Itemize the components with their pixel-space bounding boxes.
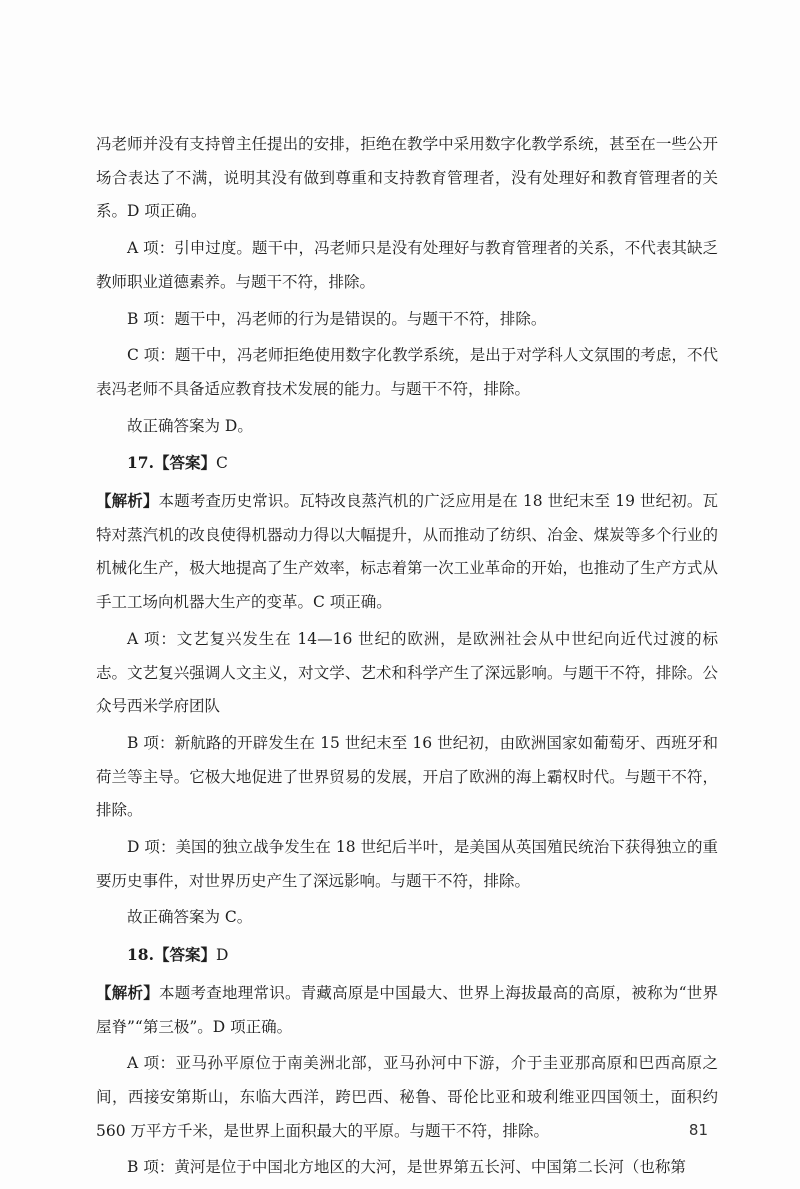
paragraph-text: D 项：美国的独立战争发生在 18 世纪后半叶，是美国从英国殖民统治下获得独立的重要历史事件，对世界历史产生了深远影响。与题干不符，排除。: [96, 838, 718, 890]
paragraph-1: [96, 128, 718, 229]
paragraph-text: 冯老师并没有支持曾主任提出的安排，拒绝在教学中采用数字化教学系统，甚至在一些公开场合表达了不满，说明其没有做到尊重和支持教育管理者，没有处理好和教育管理者的关系。D 项正确。: [96, 135, 718, 221]
answer-value: D: [215, 946, 229, 965]
question-18-analysis: [96, 976, 718, 1044]
paragraph-8: [96, 623, 718, 724]
paragraph-text: A 项：亚马孙平原位于南美洲北部，亚马孙河中下游，介于圭亚那高原和巴西高原之间，西接安第斯山，东临大西洋，跨巴西、秘鲁、哥伦比亚和玻利维亚四国领土，面积约 560 万平方千米，是世界上面积最大的平原。与题干不符，排除。: [96, 1054, 718, 1140]
paragraph-10: [96, 831, 718, 898]
paragraph-14: [96, 1047, 718, 1148]
paragraph-text: A 项：引申过度。题干中，冯老师只是没有处理好与教育管理者的关系，不代表其缺乏教师职业道德素养。与题干不符，排除。: [96, 239, 718, 291]
paragraph-text: B 项：题干中，冯老师的行为是错误的。与题干不符，排除。: [127, 309, 547, 328]
answer-value: C: [215, 454, 228, 473]
paragraph-text: B 项：黄河是位于中国北方地区的大河，是世界第五长河、中国第二长河（也称第: [127, 1158, 686, 1177]
paragraph-text: A 项：文艺复兴发生在 14—16 世纪的欧洲，是欧洲社会从中世纪向近代过渡的标志。文艺复兴强调人文主义，对文学、艺术和科学产生了深远影响。与题干不符，排除。公众号西米学府团队: [96, 629, 718, 716]
question-18-answer: [96, 938, 718, 973]
paragraph-5: [96, 410, 718, 444]
paragraph-text: 故正确答案为 D。: [127, 416, 253, 435]
paragraph-3: [96, 303, 718, 337]
analysis-label: 【解析】: [96, 982, 159, 1002]
answer-label: 17.【答案】: [127, 453, 216, 473]
page-number: 81: [688, 1121, 708, 1139]
paragraph-text: 故正确答案为 C。: [127, 908, 253, 927]
question-17-analysis: [96, 484, 718, 620]
answer-label: 18.【答案】: [127, 945, 216, 965]
paragraph-2: [96, 232, 718, 299]
paragraph-9: [96, 727, 718, 828]
paragraph-15: [96, 1151, 718, 1185]
paragraph-4: [96, 339, 718, 406]
paragraph-text: 本题考查历史常识。瓦特改良蒸汽机的广泛应用是在 18 世纪末至 19 世纪初。瓦特对蒸汽机的改良使得机器动力得以大幅提升，从而推动了纺织、冶金、煤炭等多个行业的机械化生产，极大地提高了生产效率，标志着第一次工业革命的开始，也推动了生产方式从手工工场向机器大生产的变革。C 项正确。: [96, 492, 718, 612]
question-17-answer: [96, 446, 718, 481]
analysis-label: 【解析】: [96, 491, 159, 511]
paragraph-text: B 项：新航路的开辟发生在 15 世纪末至 16 世纪初，由欧洲国家如葡萄牙、西班牙和荷兰等主导。它极大地促进了世界贸易的发展，开启了欧洲的海上霸权时代。与题干不符，排除。: [96, 733, 718, 820]
page-content: [96, 128, 718, 1188]
paragraph-text: C 项：题干中，冯老师拒绝使用数字化教学系统，是出于对学科人文氛围的考虑，不代表冯老师不具备适应教育技术发展的能力。与题干不符，排除。: [96, 346, 718, 398]
paragraph-text: 本题考查地理常识。青藏高原是中国最大、世界上海拔最高的高原，被称为“世界屋脊”“第三极”。D 项正确。: [96, 983, 718, 1036]
paragraph-11: [96, 901, 718, 935]
